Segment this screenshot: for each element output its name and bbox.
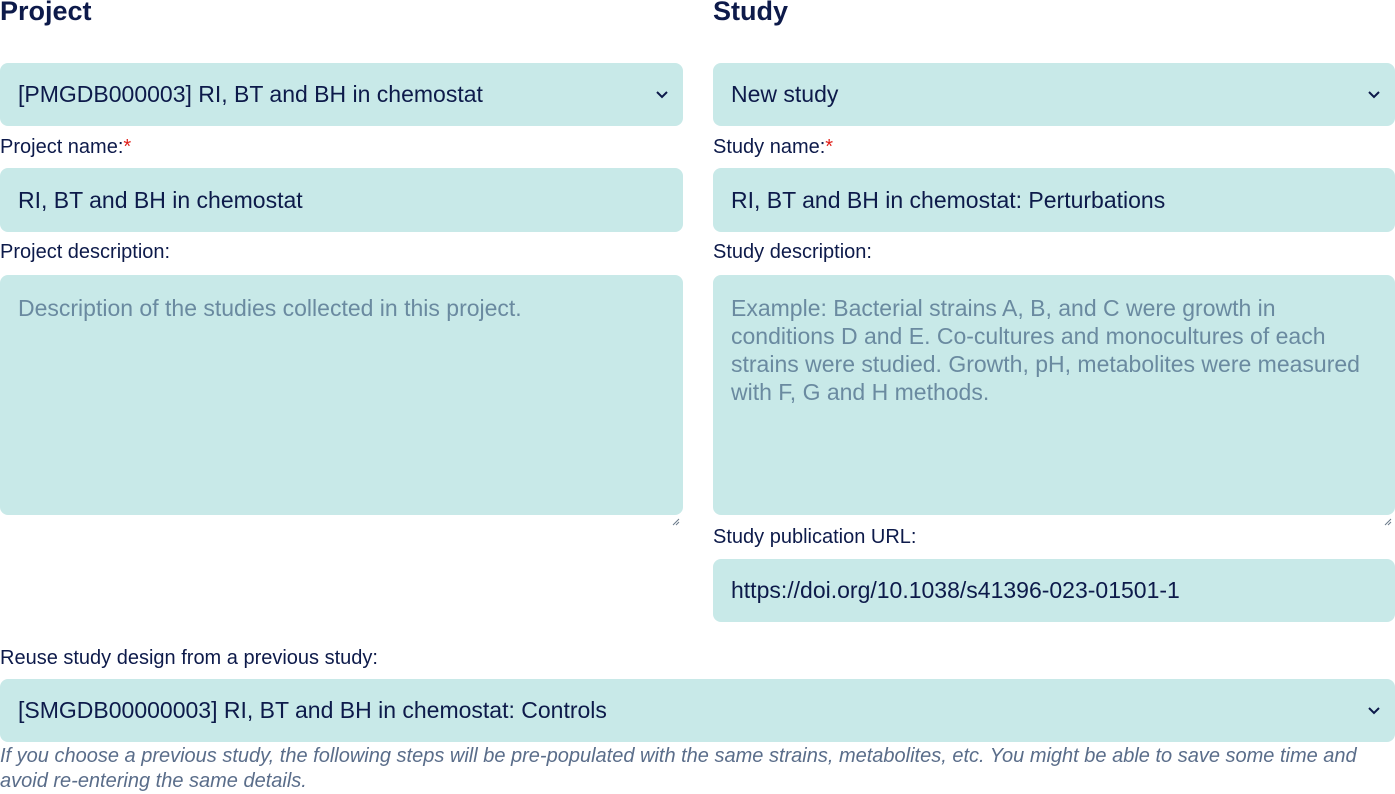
project-name-label: Project name:*	[0, 136, 132, 158]
study-name-input[interactable]	[713, 168, 1395, 232]
chevron-down-icon	[655, 88, 669, 102]
project-heading: Project	[0, 0, 92, 26]
project-name-input[interactable]	[0, 168, 683, 232]
project-select[interactable]	[0, 63, 683, 126]
reuse-study-select[interactable]	[0, 679, 1395, 742]
study-heading: Study	[713, 0, 789, 26]
study-description-textarea[interactable]	[713, 275, 1395, 515]
required-marker: *	[825, 136, 834, 158]
project-description-placeholder: Description of the studies collected in this project.	[18, 295, 522, 321]
reuse-hint-text: If you choose a previous study, the following steps will be pre-populated with the same strains, metabolites, etc. You might be able to save some time and avoid re-entering the same details.	[0, 745, 1357, 792]
study-url-input[interactable]	[713, 559, 1395, 622]
chevron-down-icon	[1367, 704, 1381, 718]
study-url-value: https://doi.org/10.1038/s41396-023-01501-1	[731, 577, 1180, 603]
study-select-value: New study	[731, 81, 839, 107]
study-description-placeholder: Example: Bacterial strains A, B, and C were growth in conditions D and E. Co-cultures and monocultures of each strains were studied. Growth, pH, metabolites were measured with F, G and H methods.	[731, 295, 1360, 405]
chevron-down-icon	[1367, 88, 1381, 102]
project-description-label: Project description:	[0, 241, 171, 263]
project-select-value: [PMGDB000003] RI, BT and BH in chemostat	[18, 81, 483, 107]
study-name-value: RI, BT and BH in chemostat: Perturbations	[731, 186, 1166, 213]
study-description-label: Study description:	[713, 241, 872, 263]
project-description-textarea[interactable]	[0, 275, 683, 515]
study-name-label: Study name:*	[713, 136, 834, 158]
project-name-value: RI, BT and BH in chemostat	[18, 186, 303, 213]
resize-grip-icon[interactable]	[1384, 504, 1392, 512]
study-url-label: Study publication URL:	[713, 526, 917, 548]
resize-grip-icon[interactable]	[672, 504, 680, 512]
study-select[interactable]	[713, 63, 1395, 126]
reuse-study-select-value: [SMGDB00000003] RI, BT and BH in chemostat: Controls	[18, 697, 607, 723]
required-marker: *	[123, 136, 132, 158]
reuse-study-label: Reuse study design from a previous study:	[0, 647, 378, 669]
